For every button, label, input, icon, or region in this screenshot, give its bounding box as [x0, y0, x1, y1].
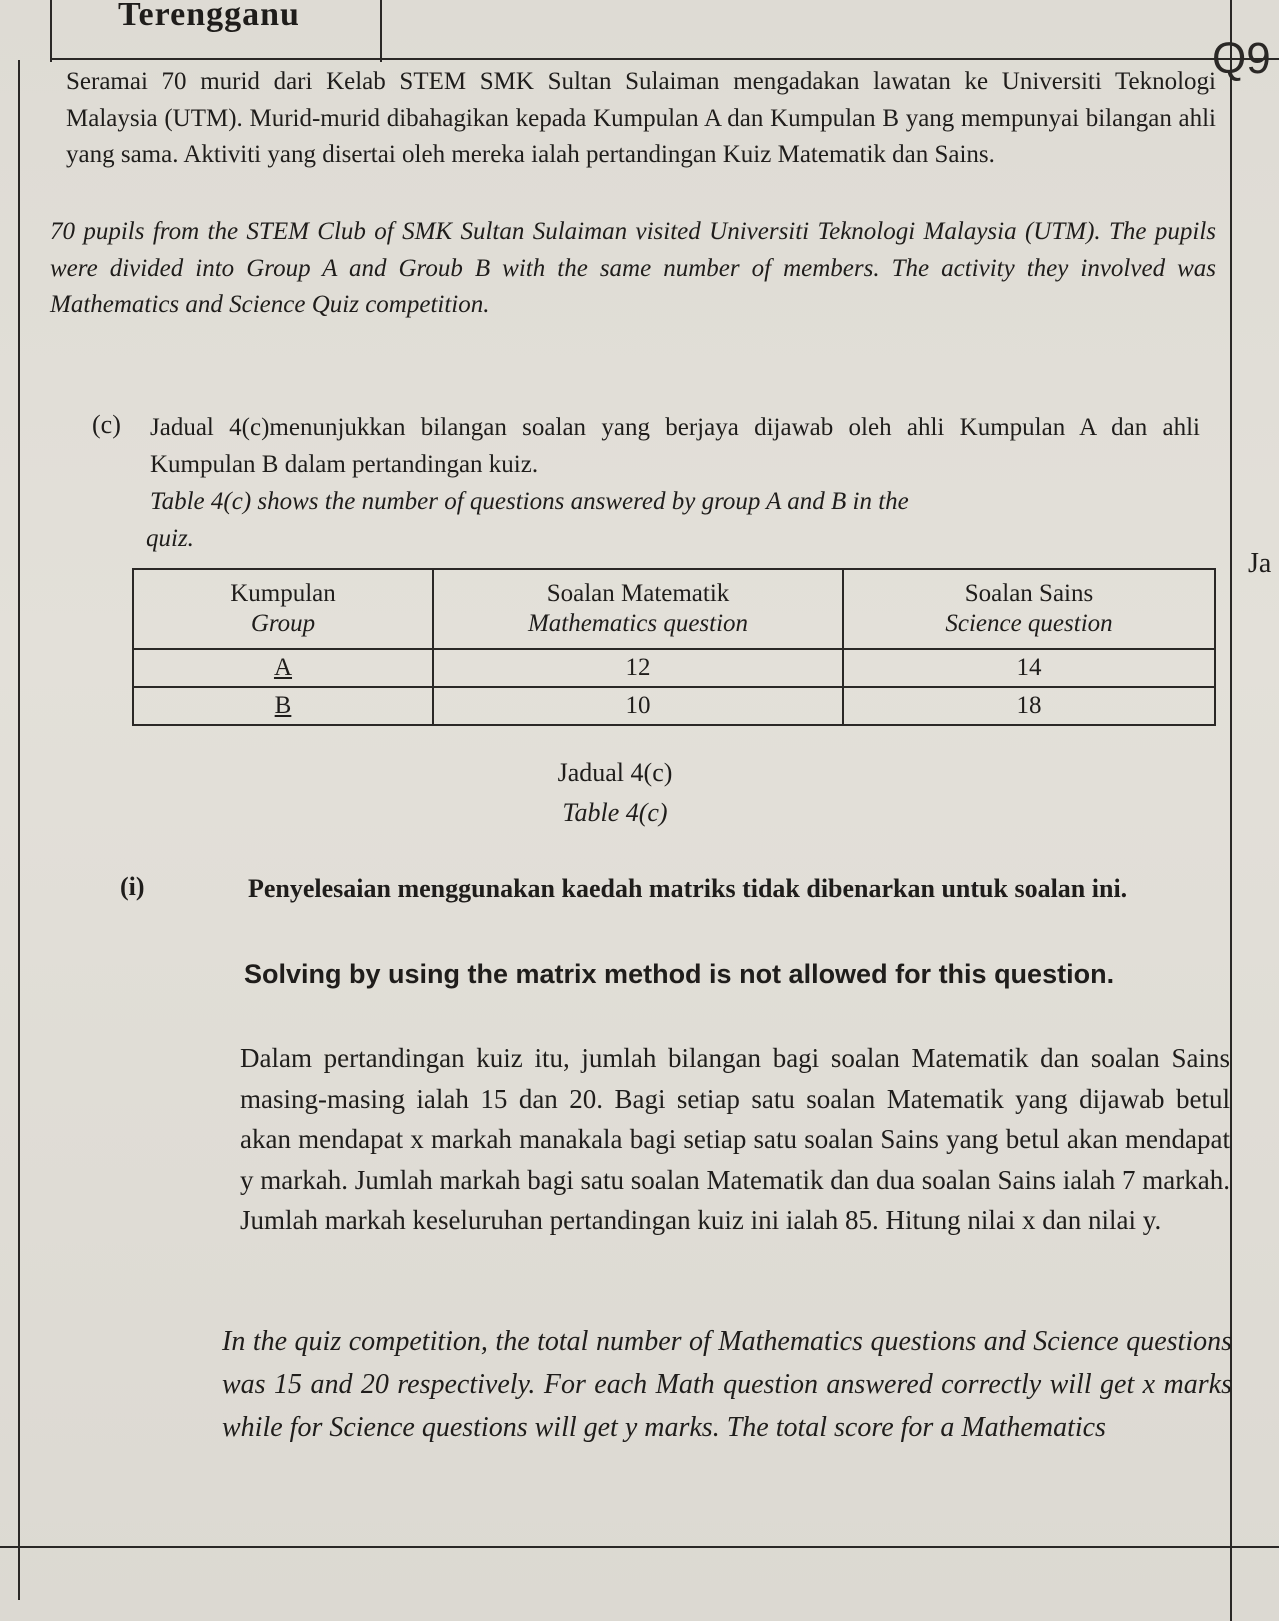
note-english: Solving by using the matrix method is not allowed for this question.: [244, 959, 1115, 989]
intro-malay: Seramai 70 murid dari Kelab STEM SMK Sultan Sulaiman mengadakan lawatan ke Universiti Teknologi Malaysia (UTM). Murid-murid dibahagikan kepada Kumpulan A dan Kumpulan B yang mempunyai bilangan ahli yang sama. Aktiviti yang disertai oleh mereka ialah pertandingan Kuiz Matematik dan Sains.: [66, 68, 1216, 168]
header-rule: [52, 58, 1279, 60]
header-group: [133, 569, 433, 649]
frame-left-border: [18, 60, 20, 1600]
intro-english: 70 pupils from the STEM Club of SMK Sultan Sulaiman visited Universiti Teknologi Malaysia (UTM). The pupils were divided into Group A and Groub B with the same number of members. The activity they involved was Mathematics and Science Quiz competition.: [50, 218, 1216, 318]
question-body-malay: Dalam pertandingan kuiz itu, jumlah bilangan bagi soalan Matematik dan soalan Sains masing-masing ialah 15 dan 20. Bagi setiap satu soalan Matematik yang dijawab betul akan mendapat x markah manakala bagi setiap satu soalan Sains yang betul akan mendapat y markah. Jumlah markah bagi satu soalan Matematik dan dua soalan Sains ialah 7 markah. Jumlah markah keseluruhan pertandingan kuiz ini ialah 85. Hitung nilai x dan nilai y.: [240, 1043, 1230, 1235]
header-divider-left: [50, 0, 52, 62]
part-i-label: (i): [120, 872, 145, 901]
header-science: [843, 569, 1215, 649]
cell-math: 12: [433, 649, 843, 687]
question-number: Q9: [1212, 34, 1271, 83]
side-fragment: Ja: [1248, 548, 1272, 579]
header-group-malay: Kumpulan: [230, 580, 336, 607]
header-science-english: Science question: [945, 610, 1113, 637]
note-malay: Penyelesaian menggunakan kaedah matriks tidak dibenarkan untuk soalan ini.: [248, 874, 1128, 903]
table-caption-english: Table 4(c): [562, 798, 668, 827]
cell-group: B: [133, 687, 433, 725]
question-body-english: In the quiz competition, the total number of Mathematics questions and Science questions was 15 and 20 respectively. For each Math question answered correctly will get x marks while for Science questions will get y marks. The total score for a Mathematics: [222, 1326, 1232, 1443]
header-group-english: Group: [250, 610, 316, 637]
cell-math: 10: [433, 687, 843, 725]
cell-science: 14: [843, 649, 1215, 687]
part-c-english-text: Table 4(c) shows the number of questions answered by group A and B in the: [150, 488, 909, 515]
part-c-english-tail: quiz.: [146, 524, 194, 552]
part-c-english: [146, 484, 1190, 557]
part-c-malay: Jadual 4(c)menunjukkan bilangan soalan yang berjaya dijawab oleh ahli Kumpulan A dan ahli Kumpulan B dalam pertandingan kuiz.: [150, 414, 1200, 478]
cell-group: A: [133, 649, 433, 687]
part-c-label: (c): [92, 410, 121, 439]
questions-table: [132, 568, 1216, 726]
header-math-english: Mathematics question: [527, 610, 749, 637]
cell-science: 18: [843, 687, 1215, 725]
table-row: [133, 649, 1215, 687]
header-science-malay: Soalan Sains: [964, 580, 1094, 607]
header-math-malay: Soalan Matematik: [546, 580, 730, 607]
header-math: [433, 569, 843, 649]
bottom-rule: [0, 1546, 1279, 1548]
table-caption-malay: Jadual 4(c): [557, 758, 673, 787]
table-row: [133, 687, 1215, 725]
header-divider-mid: [380, 0, 382, 62]
state-name: Terengganu: [118, 0, 300, 33]
table-header-row: [133, 569, 1215, 649]
